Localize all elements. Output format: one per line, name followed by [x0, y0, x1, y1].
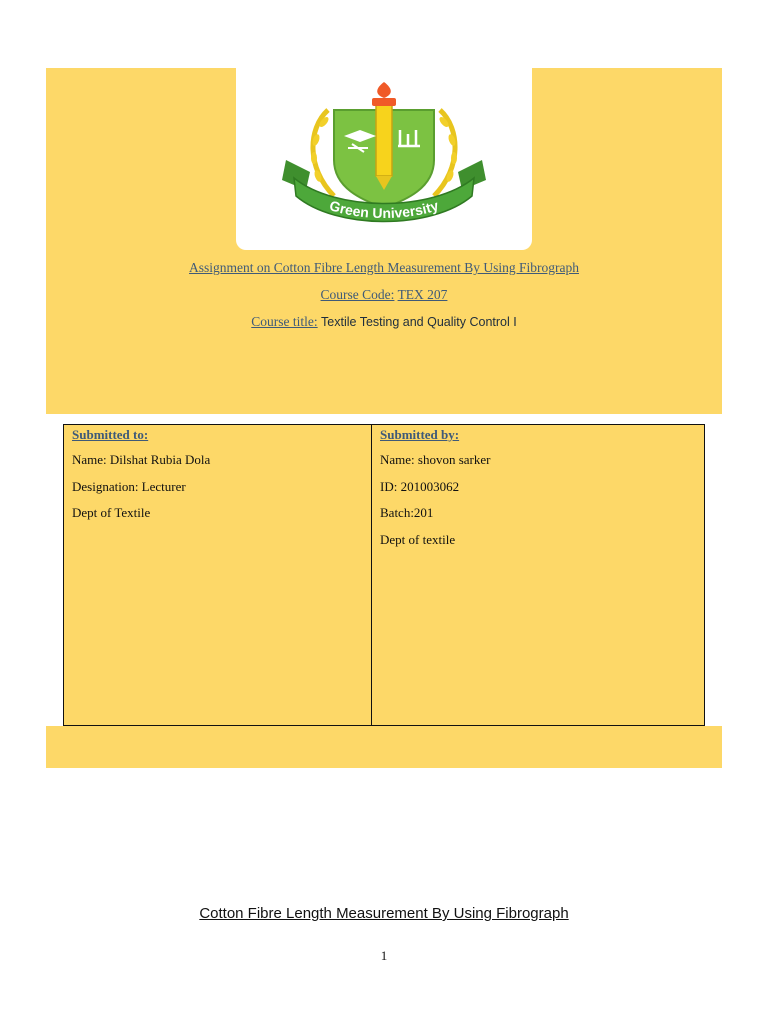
submitted-to-designation: Designation: Lecturer — [72, 478, 186, 494]
assignment-title: Assignment on Cotton Fibre Length Measurement By Using Fibrograph — [189, 260, 579, 275]
page-number: 1 — [380, 948, 388, 963]
university-name-text: Green University — [327, 197, 441, 222]
course-title-value: Textile Testing and Quality Control I — [321, 315, 517, 329]
submitted-to-heading: Submitted to: — [72, 427, 149, 442]
submitted-to-dept: Dept of Textile — [72, 505, 151, 520]
torch-icon — [376, 104, 392, 176]
submission-table — [63, 424, 705, 726]
torch-cup — [372, 98, 396, 106]
green-university-logo — [236, 48, 532, 250]
flame-icon — [377, 82, 391, 98]
submitted-by-heading: Submitted by: — [380, 427, 460, 442]
logo-card — [236, 48, 532, 250]
submitted-by-id: ID: 201003062 — [380, 478, 460, 494]
document-title: Cotton Fibre Length Measurement By Using Fibrograph — [199, 905, 569, 922]
submitted-to-name: Name: Dilshat Rubia Dola — [72, 452, 211, 467]
submitted-by-column — [372, 425, 704, 725]
course-title-label: Course title: — [251, 314, 318, 329]
course-code-value: TEX 207 — [397, 287, 448, 302]
course-code-label: Course Code: — [320, 287, 395, 302]
submitted-by-batch: Batch:201 — [380, 505, 434, 520]
course-title-line — [46, 314, 722, 330]
submitted-to-column — [64, 425, 372, 725]
submitted-by-name: Name: shovon sarker — [380, 452, 491, 467]
course-code-line — [46, 287, 722, 303]
submitted-by-dept: Dept of textile — [380, 531, 456, 547]
bottom-yellow-band — [46, 726, 722, 768]
